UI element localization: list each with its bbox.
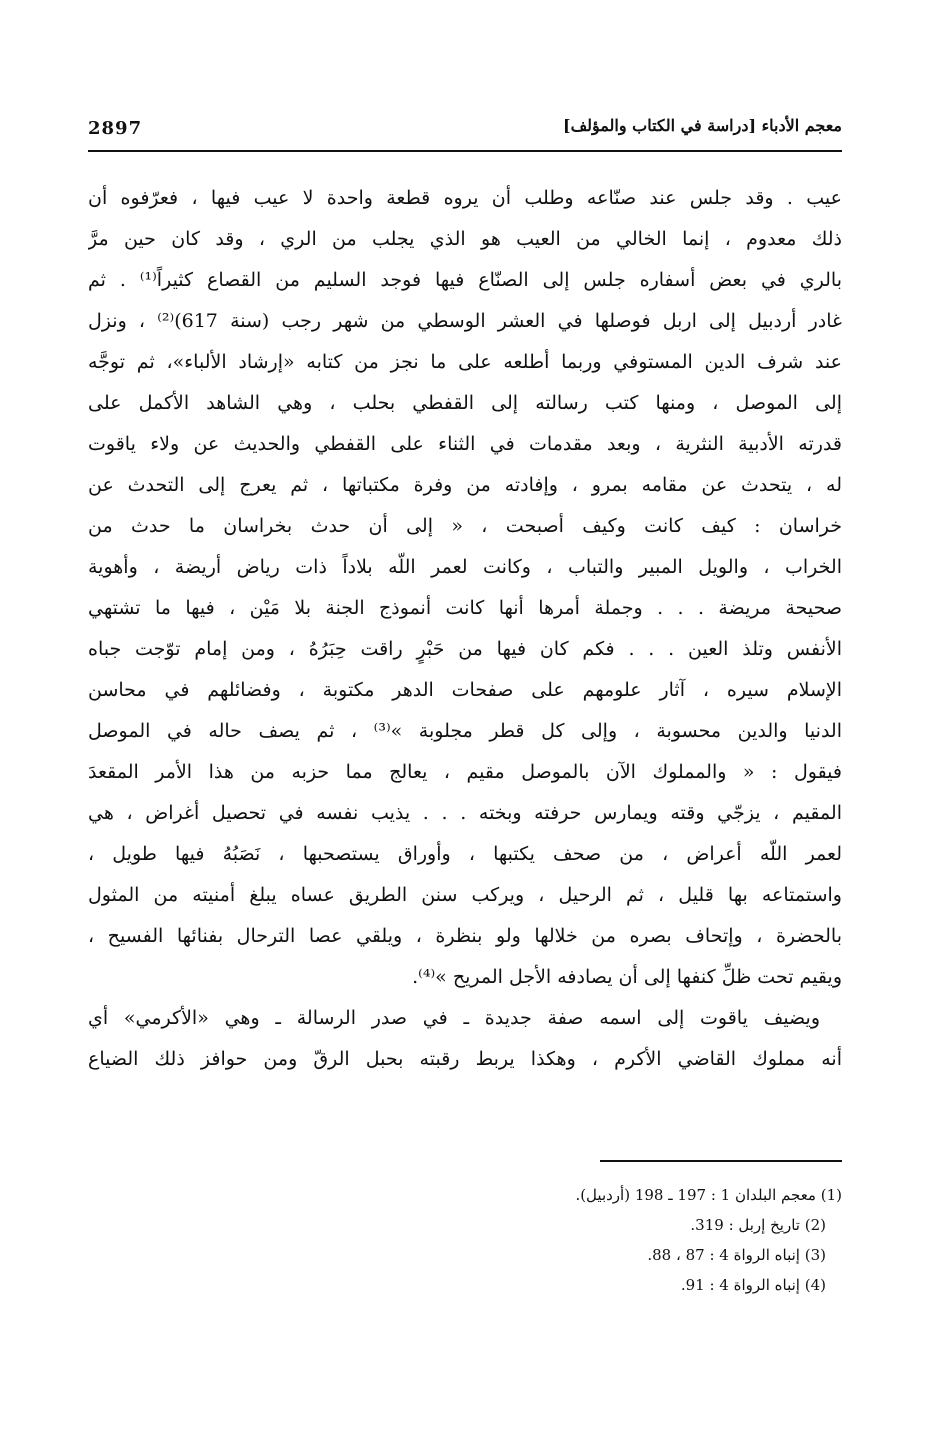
text-line: خراسان : كيف كانت وكيف أصبحت ، « إلى أن حدث بخراسان ما حدث من xyxy=(88,515,842,537)
footnote-item xyxy=(430,1270,842,1300)
footnote-item xyxy=(430,1210,842,1240)
page-number: 2897 xyxy=(88,118,143,139)
main-text xyxy=(88,178,842,1080)
text-line: الأنفس وتلذ العين . . . فكم كان فيها من حَبْرٍ راقت حِبَرُهُ ، ومن إمام توّجت جباه xyxy=(88,638,842,660)
footnote-text: (3) إنباه الرواة 4 : 87 ، 88. xyxy=(647,1246,826,1264)
text-line: غادر أردبيل إلى اربل فوصلها في العشر الوسطي من شهر رجب (سنة 617)⁽²⁾ ، ونزل xyxy=(88,310,842,332)
text-line: المقيم ، يزجّي وقته ويمارس حرفته وبخته . . . يذيب نفسه في تحصيل أغراض ، هي xyxy=(88,802,842,824)
text-line: الدنيا والدين محسوبة ، وإلى كل قطر مجلوبة »⁽³⁾ ، ثم يصف حاله في الموصل xyxy=(88,720,842,742)
footnote-text: (1) معجم البلدان 1 : 197 ـ 198 (أردبيل). xyxy=(575,1186,842,1204)
footnote-rule xyxy=(600,1160,842,1162)
text-line: صحيحة مريضة . . . وجملة أمرها أنها كانت أنموذج الجنة بلا مَيْن ، فيها ما تشتهي xyxy=(88,597,842,619)
text-line: ويضيف ياقوت إلى اسمه صفة جديدة ـ في صدر الرسالة ـ وهي «الأكرمي» أي xyxy=(88,1007,820,1029)
text-line: ذلك معدوم ، إنما الخالي من العيب هو الذي يجلب من الري ، وقد كان حين مرَّ xyxy=(88,228,842,250)
text-line: عيب . وقد جلس عند صنّاعه وطلب أن يروه قطعة واحدة لا عيب فيها ، فعرّفوه أن xyxy=(88,187,842,209)
text-line: لعمر اللّه أعراض ، من صحف يكتبها ، وأوراق يستصحبها ، نَصَبُهُ فيها طويل ، xyxy=(88,843,842,865)
footnote-text: (4) إنباه الرواة 4 : 91. xyxy=(680,1276,826,1294)
text-line: فيقول : « والمملوك الآن بالموصل مقيم ، يعالج مما حزبه من هذا الأمر المقعدَ xyxy=(88,761,842,783)
footnote-item xyxy=(430,1180,842,1210)
text-line: بالحضرة ، وإتحاف بصره من خلالها ولو بنظرة ، ويلقي عصا الترحال بفنائها الفسيح ، xyxy=(88,925,842,947)
footnote-item xyxy=(430,1240,842,1270)
text-line: واستمتاعه بها قليل ، ثم الرحيل ، ويركب سنن الطريق عساه يبلغ أمنيته من المثول xyxy=(88,884,842,906)
footnote-text: (2) تاريخ إربل : 319. xyxy=(690,1216,826,1234)
header-rule xyxy=(88,150,842,152)
footnotes xyxy=(430,1180,842,1300)
text-line: ويقيم تحت ظلِّ كنفها إلى أن يصادفه الأجل المريح »⁽⁴⁾. xyxy=(412,966,842,988)
page-header xyxy=(88,112,842,144)
text-line: أنه مملوك القاضي الأكرم ، وهكذا يربط رقبته بحبل الرقّ ومن حوافز ذلك الضياع xyxy=(88,1048,842,1070)
text-line: قدرته الأدبية النثرية ، وبعد مقدمات في الثناء على القفطي والحديث عن ولاء ياقوت xyxy=(88,433,842,455)
text-line: الخراب ، والويل المبير والتباب ، وكانت لعمر اللّه بلاداً ذات رياض أريضة ، وأهوية xyxy=(88,556,842,578)
text-line: بالري في بعض أسفاره جلس إلى الصنّاع فيها فوجد السليم من القصاع كثيراً⁽¹⁾ . ثم xyxy=(88,269,842,291)
text-line: الإسلام سيره ، آثار علومهم على صفحات الدهر مكتوبة ، وفضائلهم في محاسن xyxy=(88,679,842,701)
text-line: عند شرف الدين المستوفي وربما أطلعه على ما نجز من كتابه «إرشاد الألباء»، ثم توجَّه xyxy=(88,351,842,373)
text-line: له ، يتحدث عن مقامه بمرو ، وإفادته من وفرة مكتباتها ، ثم يعرج إلى التحدث عن xyxy=(88,474,842,496)
text-line: إلى الموصل ، ومنها كتب رسالته إلى القفطي بحلب ، وهي الشاهد الأكمل على xyxy=(88,392,842,414)
running-title: معجم الأدباء [دراسة في الكتاب والمؤلف] xyxy=(563,116,842,135)
